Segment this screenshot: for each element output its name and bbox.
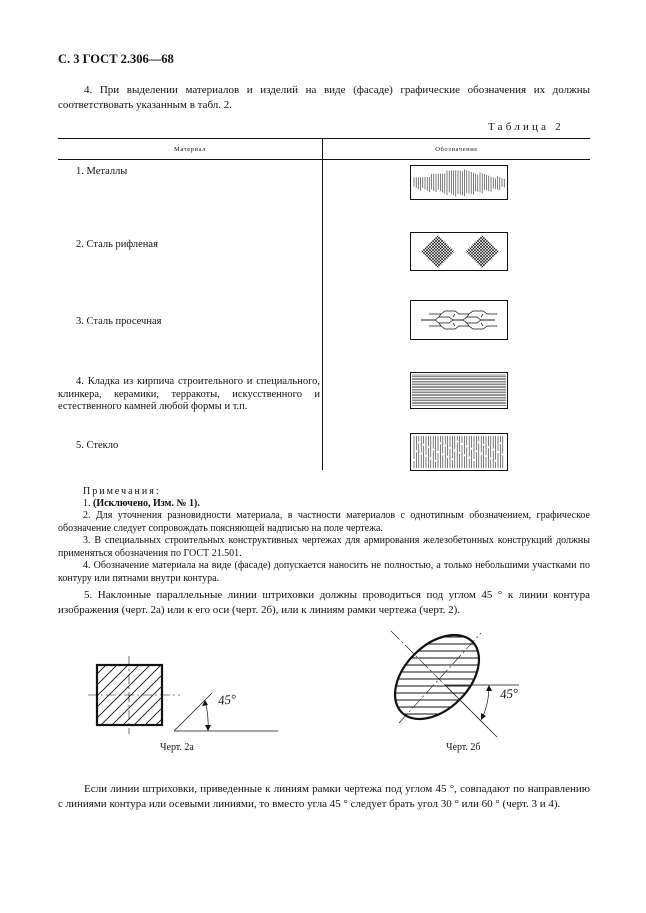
glass-hatch-icon (411, 434, 507, 470)
material-corrugated-steel: 2. Сталь рифленая (76, 239, 158, 250)
metal-hatch-symbol (410, 165, 508, 200)
figure-2a-caption: Черт. 2а (160, 742, 194, 753)
table-column-divider (322, 138, 323, 470)
closing-paragraph: Если линии штриховки, приведенные к линиям рамки чертежа под углом 45 °, совпадают по направлению с линиями контура или осевыми линиями, то вместо угла 45 ° следует брать угол 30 ° или 60 ° (черт. 3 и 4). (58, 783, 590, 810)
material-expanded-steel: 3. Сталь просечная (76, 316, 162, 327)
figure-2a-angle-label: 45° (217, 691, 237, 708)
material-masonry: 4. Кладка из кирпича строительного и специального, клинкера, керамики, терракоты, искусственного и естественного камней любой формы и т.п. (58, 376, 320, 412)
corrugated-steel-hatch-icon (411, 233, 507, 270)
table-caption: Таблица 2 (488, 121, 564, 133)
note-1 (83, 498, 200, 511)
notes-title: Примечания: (83, 486, 161, 497)
figure-2b-drawing (385, 615, 545, 740)
masonry-hatch-icon (411, 373, 507, 408)
note-2: 2. Для уточнения разновидности материала, в частности материалов с однотипным обозначением, графическое обозначение следует сопровождать поясняющей надписью на поле чертежа. (58, 510, 590, 534)
figure-2b-angle-label: 45° (499, 685, 519, 702)
intro-paragraph: 4. При выделении материалов и изделий на виде (фасаде) графические обозначения их должны соответствовать указанным в табл. 2. (58, 84, 590, 111)
glass-symbol (410, 433, 508, 471)
note-1-number: 1. (83, 498, 91, 509)
expanded-steel-symbol (410, 300, 508, 340)
masonry-symbol (410, 372, 508, 409)
material-metals: 1. Металлы (76, 166, 128, 177)
note-1-text: (Исключено, Изм. № 1). (93, 498, 200, 509)
note-4: 4. Обозначение материала на виде (фасаде) допускается наносить не полностью, а только небольшими участками по контуру или пятнами внутри контура. (58, 560, 590, 584)
figure-2a-drawing (80, 650, 280, 745)
page-header: С. 3 ГОСТ 2.306—68 (58, 52, 174, 66)
material-glass: 5. Стекло (76, 440, 119, 451)
paragraph-5: 5. Наклонные параллельные линии штриховки должны проводиться под углом 45 ° к линии контура изображения (черт. 2а) или к его оси (черт. 2б), или к линиям рамки чертежа (черт. 2). (58, 589, 590, 616)
note-3: 3. В специальных строительных конструктивных чертежах для армирования железобетонных конструкций должны применяться обозначения по ГОСТ 21.501. (58, 535, 590, 559)
metal-hatch-icon (411, 166, 507, 199)
corrugated-steel-symbol (410, 232, 508, 271)
column-header-symbol: Обозначение (435, 146, 478, 153)
expanded-steel-hatch-icon (411, 301, 507, 339)
figure-2b-caption: Черт. 2б (446, 742, 481, 753)
table-header-rule (58, 159, 590, 160)
column-header-material: Материал (174, 146, 206, 153)
table-top-rule (58, 138, 590, 139)
